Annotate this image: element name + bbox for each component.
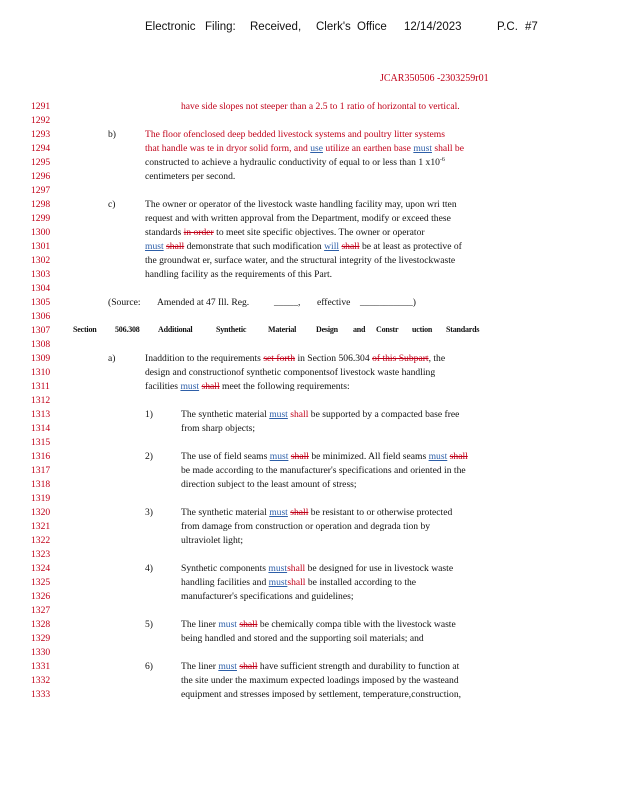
line-number: 1305 — [31, 297, 51, 308]
line-1332-text: the site under the maximum expected loadings imposed by the wasteand — [181, 675, 459, 686]
line-1322-text: ultraviolet light; — [181, 535, 244, 546]
line-number: 1330 — [31, 647, 51, 658]
line-number: 1312 — [31, 395, 51, 406]
line-number: 1325 — [31, 577, 51, 588]
line-number: 1328 — [31, 619, 51, 630]
line-1325-text: handling facilities and mustshall be installed according to the — [181, 577, 417, 588]
line-number: 1322 — [31, 535, 51, 546]
line-1300-text: standards in order to meet site specific objectives. The owner or operator — [145, 227, 425, 238]
line-1313-text: The synthetic material must shall be supported by a compacted base free — [181, 409, 460, 420]
line-1314-text: from sharp objects; — [181, 423, 256, 434]
line-1324-text: Synthetic components mustshall be designed for use in livestock waste — [181, 563, 454, 574]
line-number: 1327 — [31, 605, 51, 616]
line-number: 1331 — [31, 661, 51, 672]
item-b-label: b) — [108, 129, 116, 140]
line-1320-text: The synthetic material must shall be resistant to or otherwise protected — [181, 507, 453, 518]
line-1298-text: The owner or operator of the livestock waste handling facility may, upon wri tten — [145, 199, 457, 210]
line-1329-text: being handled and stored and the supporting soil materials; and — [181, 633, 424, 644]
item-3-label: 3) — [145, 507, 153, 518]
line-1305-date-blank: ___________) — [360, 297, 416, 308]
header-office: Office — [357, 21, 387, 33]
line-number: 1316 — [31, 451, 51, 462]
line-1305-amended: Amended at 47 Ill. Reg. — [157, 297, 250, 308]
item-2-label: 2) — [145, 451, 153, 462]
line-1311-text: facilities must shall meet the following requirements: — [145, 381, 350, 392]
line-1303-text: handling facility as the requirements of this Part. — [145, 269, 333, 280]
line-number: 1319 — [31, 493, 51, 504]
line-1301-text: must shall demonstrate that such modification will shall be at least as protective of — [145, 241, 462, 252]
line-number: 1320 — [31, 507, 51, 518]
line-1296-text: centimeters per second. — [145, 171, 236, 182]
line-number: 1314 — [31, 423, 51, 434]
line-number: 1295 — [31, 157, 51, 168]
line-number: 1315 — [31, 437, 51, 448]
line-number: 1303 — [31, 269, 51, 280]
line-number: 1332 — [31, 675, 51, 686]
line-number: 1326 — [31, 591, 51, 602]
section-title-word: Constr — [376, 325, 399, 334]
line-1291-text: have side slopes not steeper than a 2.5 to 1 ratio of horizontal to vertical. — [181, 101, 460, 112]
line-number: 1329 — [31, 633, 51, 644]
line-1321-text: from damage from construction or operation and degrada tion by — [181, 521, 431, 532]
line-number: 1324 — [31, 563, 51, 574]
section-number: 506.308 — [115, 325, 140, 334]
line-number: 1318 — [31, 479, 51, 490]
section-title-word: Standards — [446, 325, 480, 334]
line-number: 1309 — [31, 353, 51, 364]
document-id: JCAR350506 -2303259r01 — [380, 73, 489, 84]
line-1318-text: direction subject to the least amount of stress; — [181, 479, 357, 490]
line-1331-text: The liner must shall have sufficient strength and durability to function at — [181, 661, 460, 672]
line-1305-source: (Source: — [108, 297, 141, 308]
line-number: 1291 — [31, 101, 51, 112]
line-1305-blank: _____, — [274, 297, 301, 308]
item-c-label: c) — [108, 199, 116, 210]
line-number: 1333 — [31, 689, 51, 700]
line-number: 1311 — [31, 381, 50, 392]
item-4-label: 4) — [145, 563, 153, 574]
item-5-label: 5) — [145, 619, 153, 630]
section-title-word: Additional — [158, 325, 193, 334]
line-number: 1301 — [31, 241, 51, 252]
line-number: 1323 — [31, 549, 51, 560]
item-6-label: 6) — [145, 661, 153, 672]
line-number: 1308 — [31, 339, 51, 350]
header-clerk: Clerk's — [316, 21, 351, 33]
line-1328-text: The liner must shall be chemically compa tible with the livestock waste — [181, 619, 456, 630]
line-number: 1307 — [31, 325, 51, 336]
line-number: 1310 — [31, 367, 51, 378]
line-number: 1298 — [31, 199, 51, 210]
line-number: 1296 — [31, 171, 51, 182]
line-1299-text: request and with written approval from the Department, modify or exceed these — [145, 213, 451, 224]
section-word: Section — [73, 325, 97, 334]
line-1305-effective: effective — [317, 297, 351, 308]
line-1333-text: equipment and stresses imposed by settlement, temperature,construction, — [181, 689, 462, 700]
line-1310-text: design and constructionof synthetic componentsof livestock waste handling — [145, 367, 436, 378]
line-1294-text: that handle was te in dryor solid form, and use utilize an earthen base must shall be — [145, 143, 464, 154]
item-a-label: a) — [108, 353, 116, 364]
line-1317-text: be made according to the manufacturer's specifications and oriented in the — [181, 465, 466, 476]
line-number: 1299 — [31, 213, 51, 224]
line-number: 1300 — [31, 227, 51, 238]
header-received: Received, — [250, 21, 302, 33]
line-number: 1294 — [31, 143, 51, 154]
line-1293-text: The floor ofenclosed deep bedded livestock systems and poultry litter systems — [145, 129, 446, 140]
line-1302-text: the groundwat er, surface water, and the structural integrity of the livestockwaste — [145, 255, 456, 266]
header-date: 12/14/2023 — [404, 21, 462, 33]
section-title-word: uction — [412, 325, 433, 334]
line-number: 1293 — [31, 129, 51, 140]
section-title-word: Design — [316, 325, 338, 334]
header-pc: P.C. — [497, 21, 518, 33]
line-1295-text: constructed to achieve a hydraulic conductivity of equal to or less than 1 $x10^{-6}$ — [145, 157, 445, 169]
line-number: 1302 — [31, 255, 51, 266]
line-number: 1321 — [31, 521, 51, 532]
line-1309-text: Inaddition to the requirements set forth in Section 506.304 of this Subpart, the — [145, 353, 446, 364]
line-number: 1292 — [31, 115, 51, 126]
section-title-word: Synthetic — [216, 325, 247, 334]
line-number: 1317 — [31, 465, 51, 476]
header-label: Electronic — [145, 21, 196, 33]
line-number: 1304 — [31, 283, 51, 294]
line-1326-text: manufacturer's specifications and guidelines; — [181, 591, 354, 602]
item-1-label: 1) — [145, 409, 153, 420]
line-number: 1306 — [31, 311, 51, 322]
line-1316-text: The use of field seams must shall be minimized. All field seams must shall — [181, 451, 468, 462]
section-title-word: Material — [268, 325, 297, 334]
section-title-word: and — [353, 325, 366, 334]
line-number: 1297 — [31, 185, 51, 196]
header-pc-number: #7 — [525, 21, 538, 33]
line-number: 1313 — [31, 409, 51, 420]
header-filing: Filing: — [205, 21, 236, 33]
